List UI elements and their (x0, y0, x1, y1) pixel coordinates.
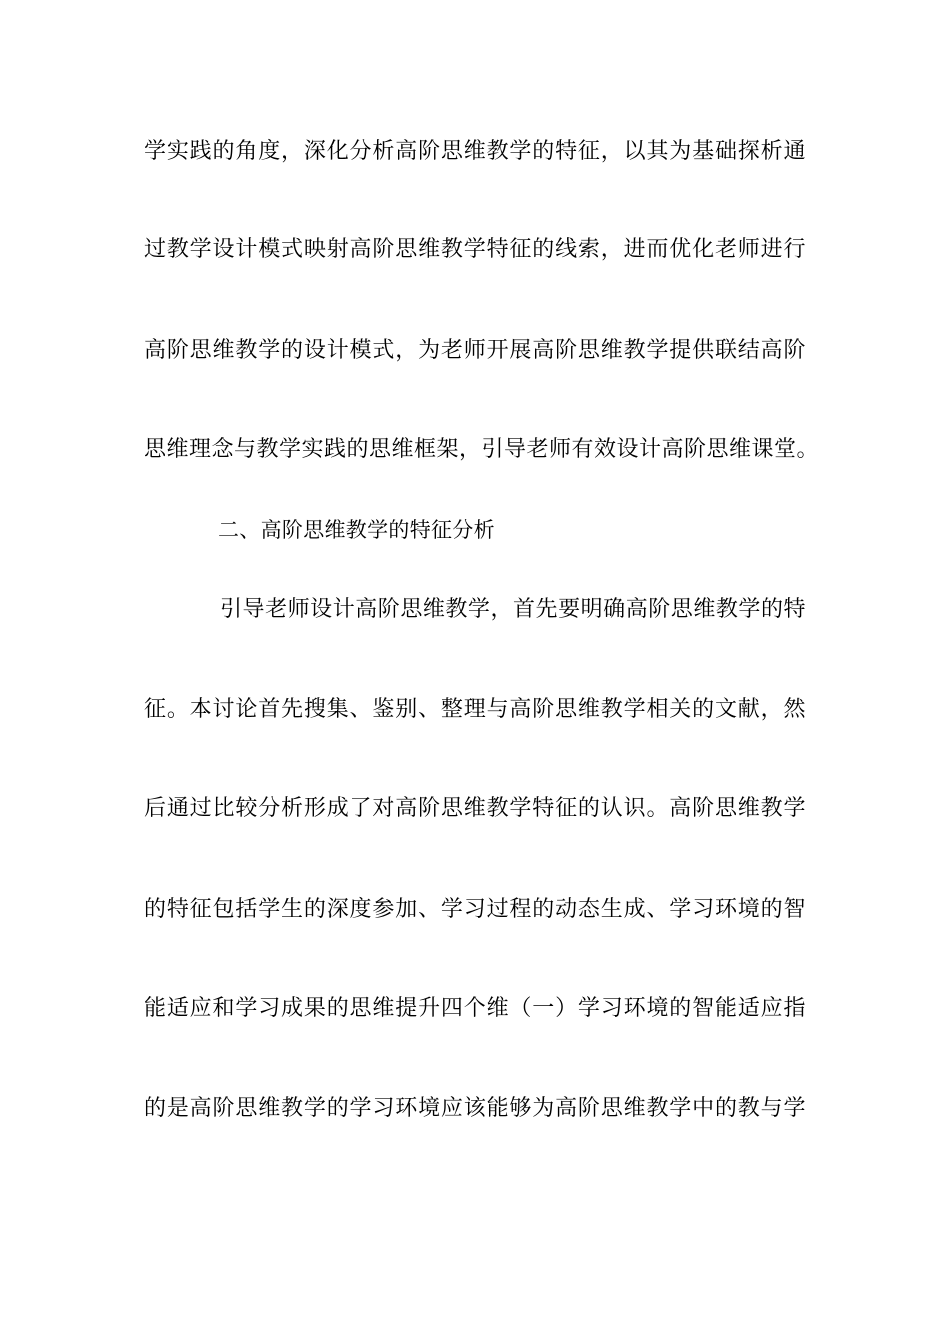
paragraph-line: 的特征包括学生的深度参加、学习过程的动态生成、学习环境的智 (144, 897, 806, 922)
paragraph-line: 征。本讨论首先搜集、鉴别、整理与高阶思维教学相关的文献，然 (144, 697, 806, 722)
body-text-line: 学实践的角度，深化分析高阶思维教学的特征，以其为基础探析通 (144, 139, 806, 164)
section-heading: 二、高阶思维教学的特征分析 (218, 518, 495, 542)
paragraph-first-line: 引导老师设计高阶思维教学，首先要明确高阶思维教学的特 (220, 597, 806, 622)
paragraph-line: 能适应和学习成果的思维提升四个维（一）学习环境的智能适应指 (144, 996, 806, 1021)
paragraph-line: 后通过比较分析形成了对高阶思维教学特征的认识。高阶思维教学 (144, 796, 806, 821)
body-text-line: 思维理念与教学实践的思维框架，引导老师有效设计高阶思维课堂。 (144, 437, 820, 462)
body-text-line: 高阶思维教学的设计模式，为老师开展高阶思维教学提供联结高阶 (144, 338, 806, 363)
body-text-line: 过教学设计模式映射高阶思维教学特征的线索，进而优化老师进行 (144, 237, 806, 262)
paragraph-line: 的是高阶思维教学的学习环境应该能够为高阶思维教学中的教与学 (144, 1096, 806, 1121)
